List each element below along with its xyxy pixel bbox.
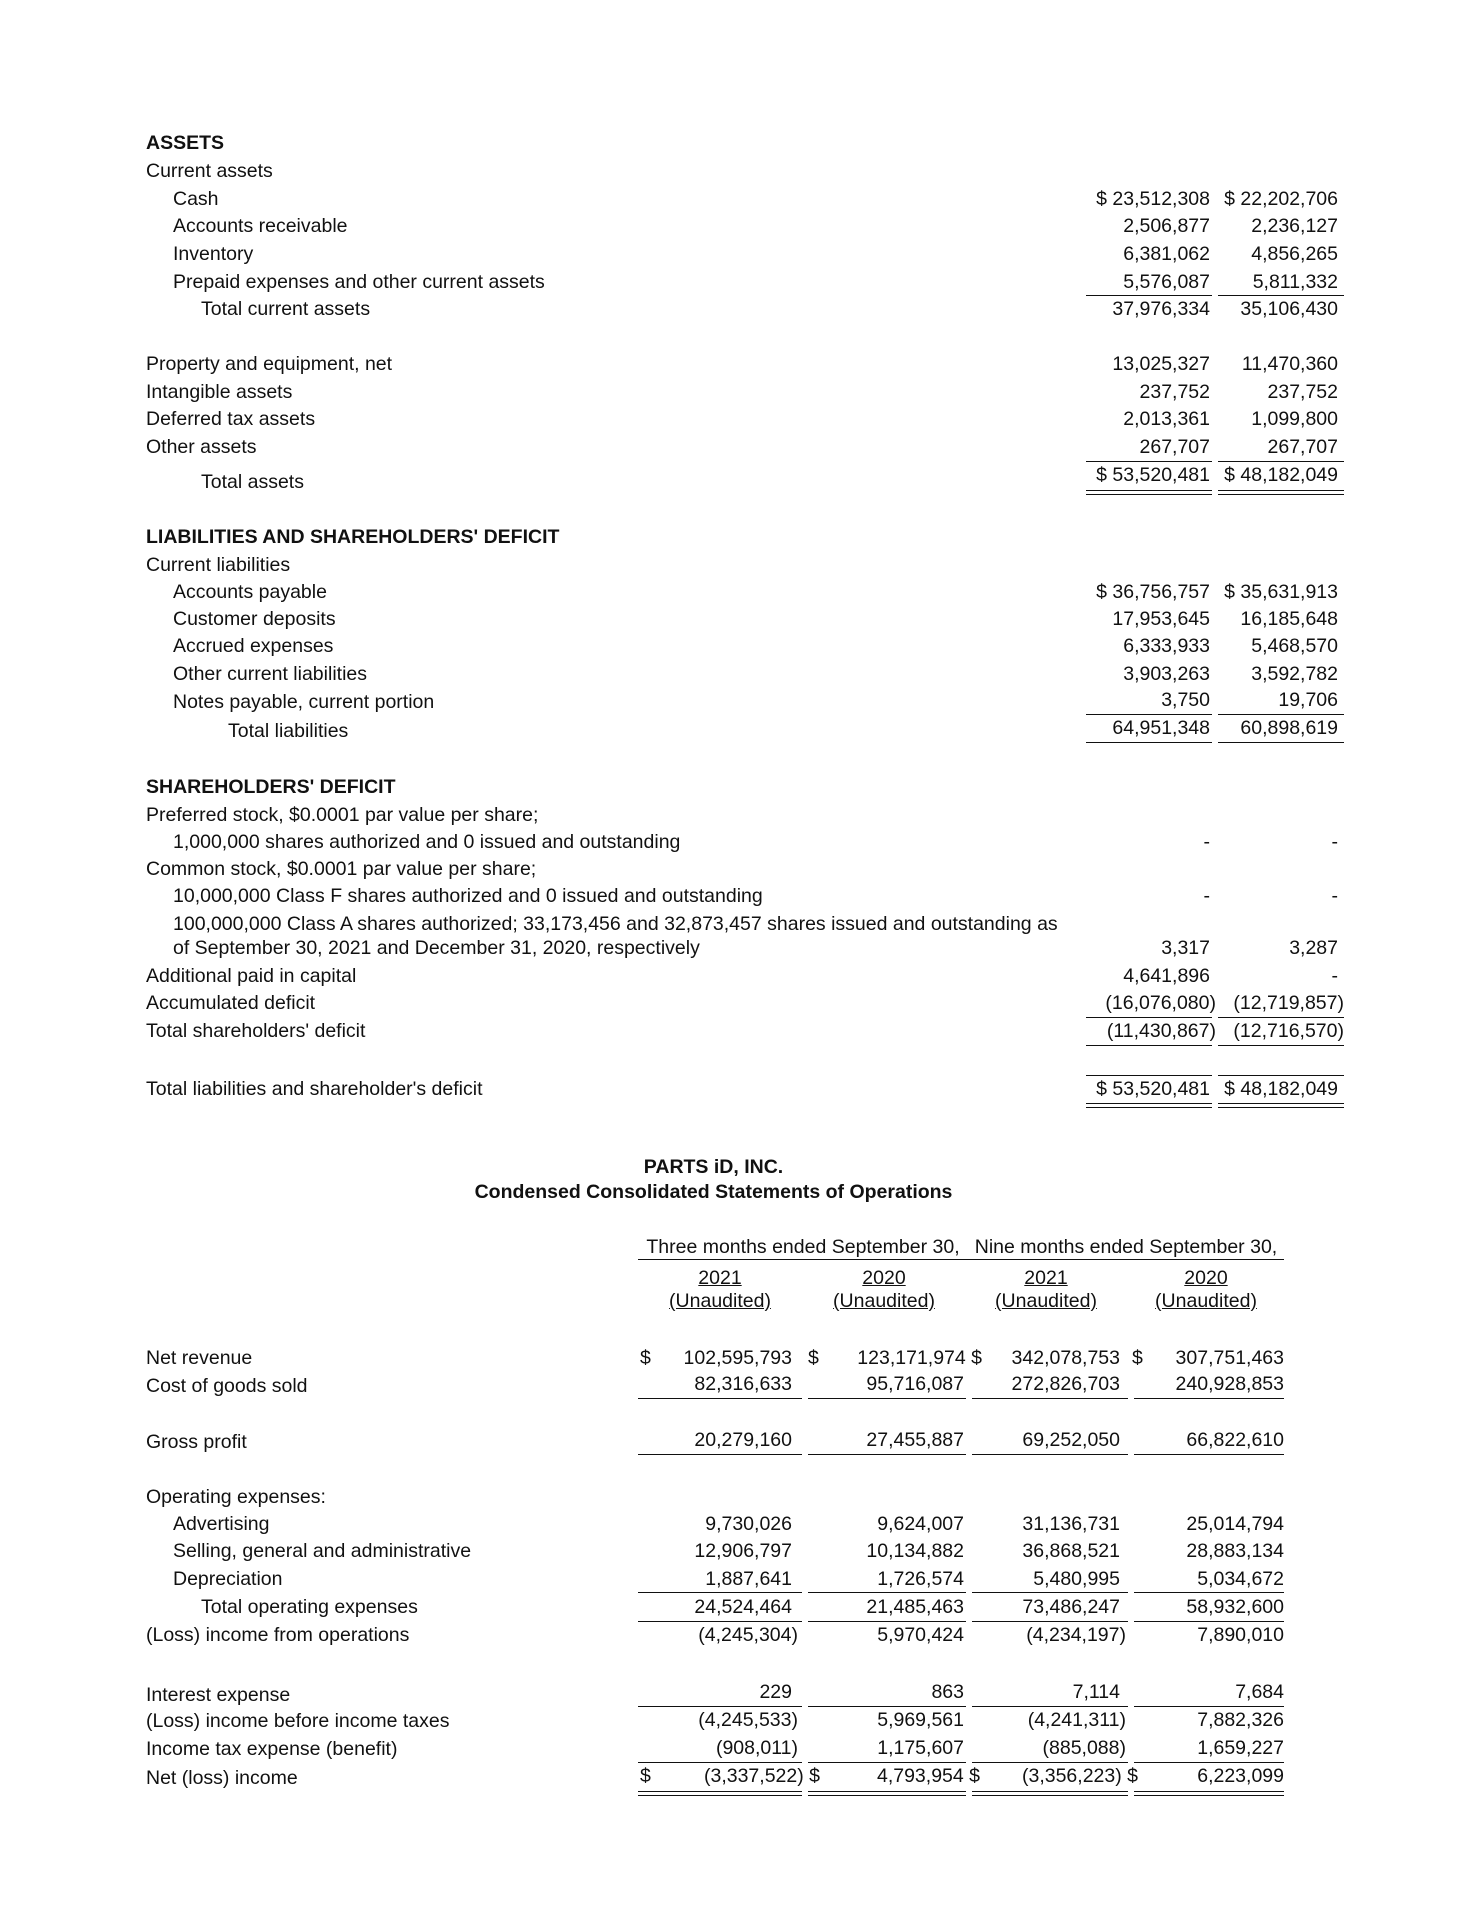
year-header: 2020 (862, 1267, 906, 1289)
liabilities-heading: LIABILITIES AND SHAREHOLDERS' DEFICIT (146, 526, 560, 548)
unaudited-label: (Unaudited) (1155, 1290, 1257, 1312)
year-header: 2020 (1184, 1267, 1228, 1289)
assets-heading: ASSETS (146, 132, 225, 154)
current-liabilities-heading: Current liabilities (146, 554, 291, 576)
equity-heading: SHAREHOLDERS' DEFICIT (146, 776, 396, 798)
opex-heading: Operating expenses: (146, 1486, 326, 1508)
unaudited-label: (Unaudited) (995, 1290, 1097, 1312)
unaudited-label: (Unaudited) (833, 1290, 935, 1312)
period-nine-months: Nine months ended September 30, (974, 1236, 1278, 1258)
current-assets-heading: Current assets (146, 160, 273, 182)
period-three-months: Three months ended September 30, (646, 1236, 960, 1258)
year-header: 2021 (1024, 1267, 1068, 1289)
statement-title: Condensed Consolidated Statements of Operations (474, 1181, 953, 1203)
preferred-stock-label: Preferred stock, $0.0001 par value per share; (146, 804, 539, 826)
unaudited-label: (Unaudited) (669, 1290, 771, 1312)
class-a-label-line1: 100,000,000 Class A shares authorized; 33,173,456 and 32,873,457 shares issued and outstanding as (173, 913, 1058, 935)
year-header: 2021 (698, 1267, 742, 1289)
company-name: PARTS iD, INC. (643, 1156, 784, 1178)
common-stock-label: Common stock, $0.0001 par value per share; (146, 858, 537, 880)
